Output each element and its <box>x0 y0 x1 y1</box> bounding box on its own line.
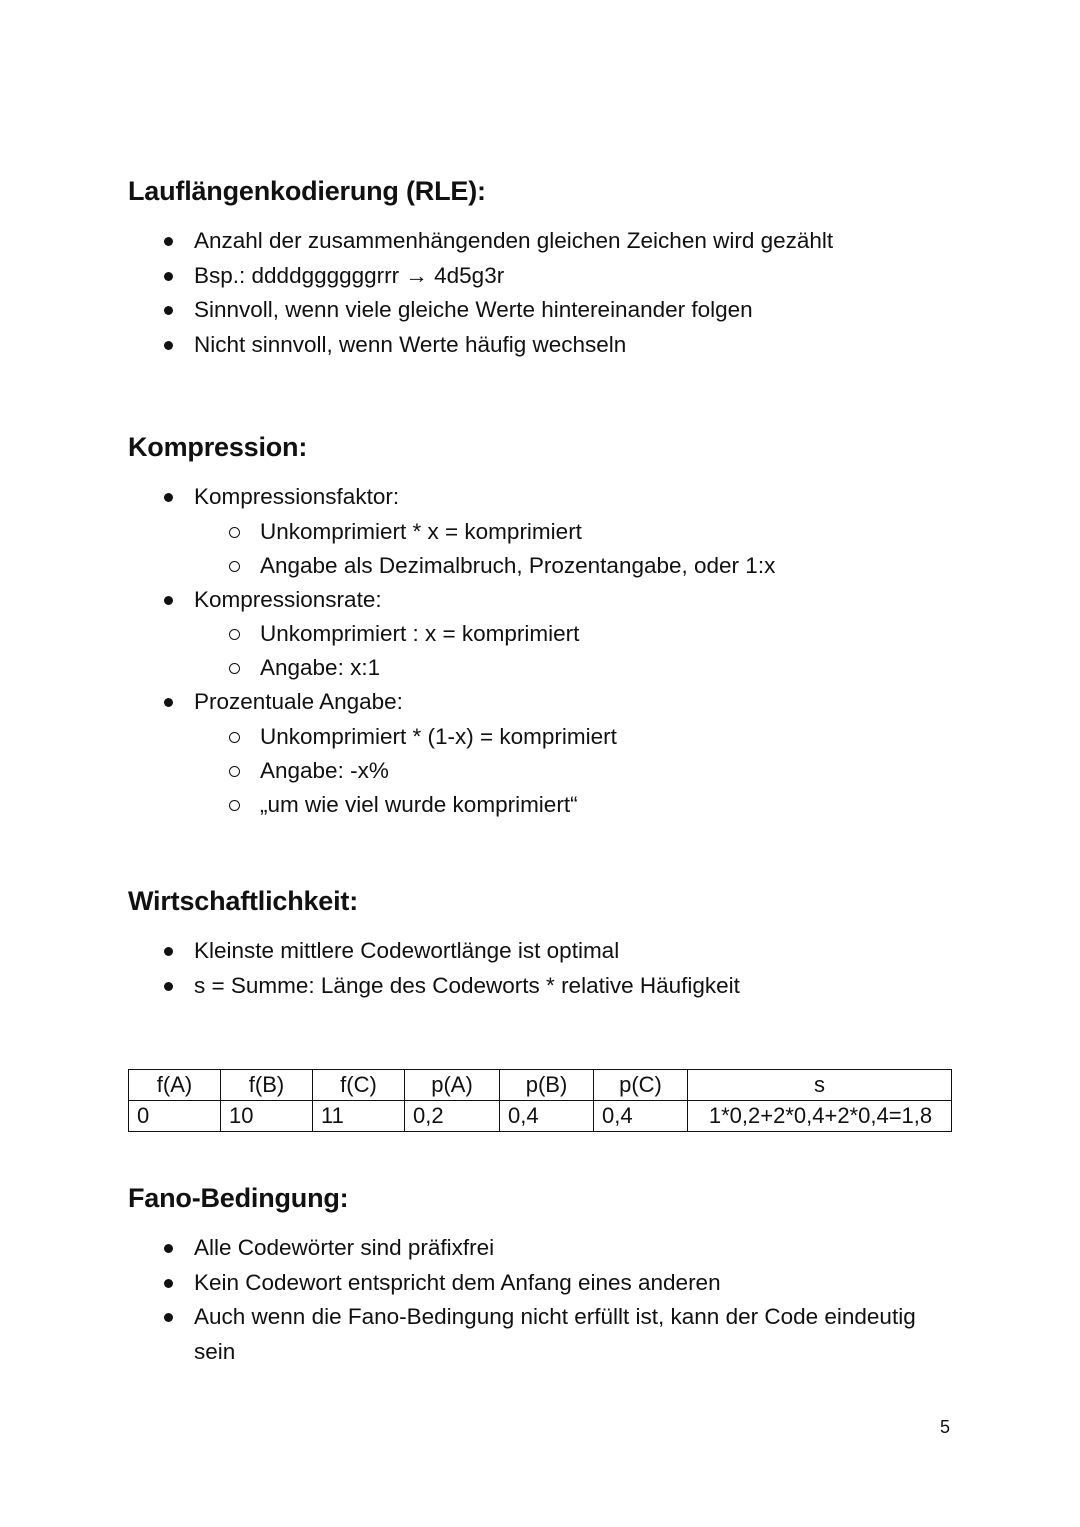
list-item-label: Kompressionsrate: <box>194 586 382 612</box>
list-item: Nicht sinnvoll, wenn Werte häufig wechseln <box>128 328 958 363</box>
list-item: Kleinste mittlere Codewortlänge ist optimal <box>128 934 958 969</box>
table-header-cell: p(B) <box>500 1070 594 1101</box>
table-header-cell: f(A) <box>129 1070 221 1101</box>
list-item: Auch wenn die Fano-Bedingung nicht erfüllt ist, kann der Code eindeutig sein <box>128 1300 958 1369</box>
list-item-kompressionsrate <box>128 583 958 686</box>
list-item: s = Summe: Länge des Codeworts * relative Häufigkeit <box>128 969 958 1004</box>
list-item: Sinnvoll, wenn viele gleiche Werte hintereinander folgen <box>128 293 958 328</box>
wirtschaftlichkeit-list <box>128 934 958 1003</box>
kompression-heading: Kompression: <box>128 432 308 462</box>
table-header-cell: p(C) <box>594 1070 688 1101</box>
list-item: Alle Codewörter sind präfixfrei <box>128 1231 958 1266</box>
sub-list-item: Angabe als Dezimalbruch, Prozentangabe, oder 1:x <box>194 549 958 583</box>
wirtschaftlichkeit-heading: Wirtschaftlichkeit: <box>128 886 358 916</box>
sub-list <box>194 720 958 822</box>
table-header-cell: s <box>688 1070 952 1101</box>
table-header-cell: p(A) <box>405 1070 500 1101</box>
section-rle <box>128 176 958 362</box>
list-item: Kein Codewort entspricht dem Anfang eines anderen <box>128 1266 958 1301</box>
table-cell: 0,4 <box>594 1101 688 1132</box>
sub-list <box>194 515 958 583</box>
sub-list-item: „um wie viel wurde komprimiert“ <box>194 788 958 822</box>
list-item: Bsp.: ddddggggggrrr → 4d5g3r <box>128 259 958 294</box>
rle-list <box>128 224 958 362</box>
sub-list-item: Unkomprimiert : x = komprimiert <box>194 617 958 651</box>
table-cell: 10 <box>221 1101 313 1132</box>
codeword-table <box>128 1069 952 1132</box>
list-item-label: Kompressionsfaktor: <box>194 484 400 509</box>
fano-list <box>128 1231 958 1369</box>
section-fano <box>128 1183 958 1369</box>
table-cell: 0,4 <box>500 1101 594 1132</box>
table-header-row <box>129 1070 952 1101</box>
list-item: Anzahl der zusammenhängenden gleichen Zeichen wird gezählt <box>128 224 958 259</box>
table-cell: 11 <box>313 1101 405 1132</box>
sub-list <box>194 617 958 685</box>
sub-list-item: Angabe: x:1 <box>194 651 958 685</box>
sub-list-item: Unkomprimiert * x = komprimiert <box>194 515 958 549</box>
sub-list-item: Unkomprimiert * (1-x) = komprimiert <box>194 720 958 754</box>
section-wirtschaftlichkeit <box>128 886 958 1003</box>
table-cell: 1*0,2+2*0,4+2*0,4=1,8 <box>688 1101 952 1132</box>
list-item-prozentuale-angabe <box>128 685 958 822</box>
list-item-kompressionsfaktor <box>128 480 958 583</box>
sub-list-item: Angabe: -x% <box>194 754 958 788</box>
rle-heading: Lauflängenkodierung (RLE): <box>128 176 486 206</box>
table-header-cell: f(C) <box>313 1070 405 1101</box>
table-cell: 0,2 <box>405 1101 500 1132</box>
kompression-list <box>128 480 958 822</box>
table-row <box>129 1101 952 1132</box>
page-number: 5 <box>940 1417 951 1437</box>
table-cell: 0 <box>129 1101 221 1132</box>
fano-heading: Fano-Bedingung: <box>128 1183 349 1213</box>
table-header-cell: f(B) <box>221 1070 313 1101</box>
list-item-label: Prozentuale Angabe: <box>194 689 403 714</box>
section-kompression <box>128 432 958 822</box>
